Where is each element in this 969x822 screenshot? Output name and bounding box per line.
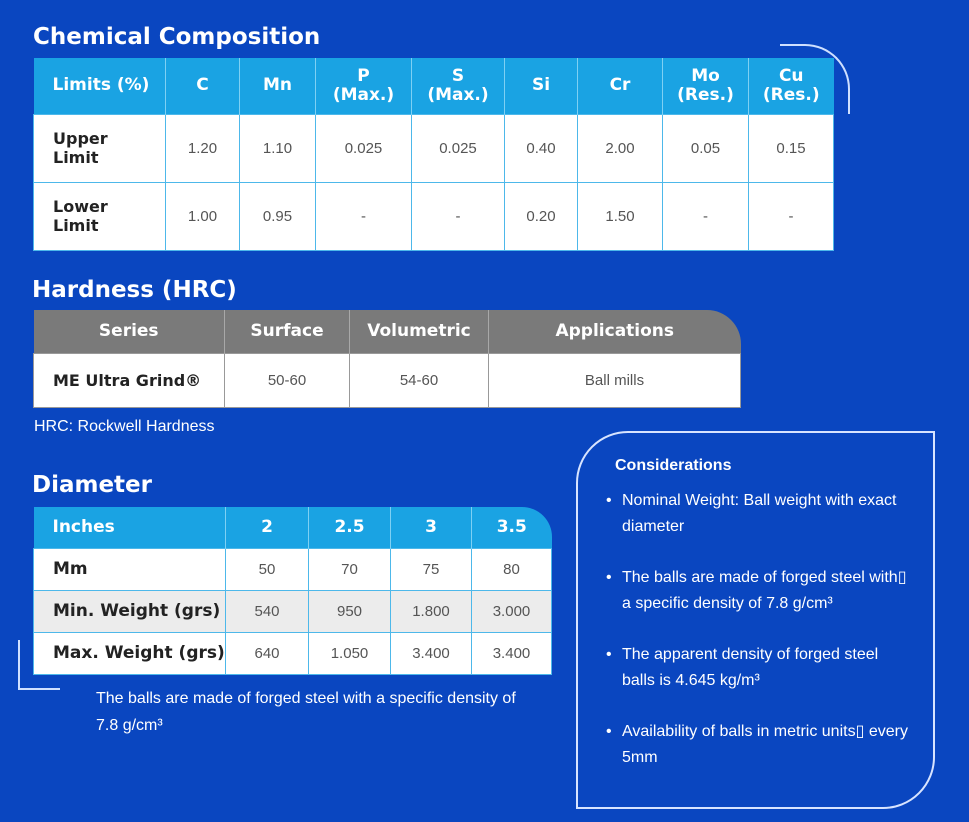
hardness-title: Hardness (HRC) bbox=[32, 277, 237, 303]
header-cell: Volumetric bbox=[350, 310, 489, 353]
table-header-row bbox=[34, 310, 741, 353]
row-label: Min. Weight (grs) bbox=[34, 590, 226, 632]
table-cell: 0.025 bbox=[412, 114, 505, 182]
table-cell: 1.10 bbox=[240, 114, 316, 182]
table-cell: 3.400 bbox=[472, 632, 552, 674]
table-cell: 950 bbox=[309, 590, 391, 632]
table-cell: 3.000 bbox=[472, 590, 552, 632]
considerations-list bbox=[606, 488, 911, 771]
table-cell: 0.40 bbox=[505, 114, 578, 182]
chemical-composition-title: Chemical Composition bbox=[33, 24, 321, 50]
table-cell: 0.025 bbox=[316, 114, 412, 182]
header-cell: Mn bbox=[240, 58, 316, 114]
header-cell: 2 bbox=[226, 507, 309, 548]
diameter-table bbox=[33, 507, 552, 675]
header-cell: Surface bbox=[225, 310, 350, 353]
table-cell: - bbox=[663, 182, 749, 250]
table-row bbox=[34, 548, 552, 590]
table-cell: Ball mills bbox=[489, 353, 741, 407]
table-cell: 2.00 bbox=[578, 114, 663, 182]
table-row bbox=[34, 632, 552, 674]
table-cell: 50 bbox=[226, 548, 309, 590]
considerations-box bbox=[576, 431, 935, 809]
table-row bbox=[34, 353, 741, 407]
table-header-row bbox=[34, 58, 834, 114]
table-cell: 1.050 bbox=[309, 632, 391, 674]
header-cell: Mo (Res.) bbox=[663, 58, 749, 114]
row-label: Upper Limit bbox=[34, 114, 166, 182]
list-item: • The apparent density of forged steel balls is 4.645 kg/m³ bbox=[606, 642, 911, 694]
table-cell: 70 bbox=[309, 548, 391, 590]
header-cell: Limits (%) bbox=[34, 58, 166, 114]
table-cell: - bbox=[749, 182, 834, 250]
table-row bbox=[34, 114, 834, 182]
table-cell: 540 bbox=[226, 590, 309, 632]
row-label: Mm bbox=[34, 548, 226, 590]
list-item: • Availability of balls in metric units▯ every 5mm bbox=[606, 719, 911, 771]
table-header-row bbox=[34, 507, 552, 548]
header-cell: 3 bbox=[391, 507, 472, 548]
hardness-table bbox=[33, 310, 741, 408]
table-cell: 1.00 bbox=[166, 182, 240, 250]
header-cell: Series bbox=[34, 310, 225, 353]
chemical-composition-table bbox=[33, 58, 834, 251]
header-cell: 2.5 bbox=[309, 507, 391, 548]
table-row bbox=[34, 182, 834, 250]
table-cell: 0.20 bbox=[505, 182, 578, 250]
header-cell: S (Max.) bbox=[412, 58, 505, 114]
table-cell: 54-60 bbox=[350, 353, 489, 407]
list-item: • The balls are made of forged steel with▯ a specific density of 7.8 g/cm³ bbox=[606, 565, 911, 617]
table-cell: 0.15 bbox=[749, 114, 834, 182]
decorative-corner-frame bbox=[780, 44, 850, 114]
decorative-corner-frame bbox=[18, 640, 60, 690]
table-cell: 1.20 bbox=[166, 114, 240, 182]
table-cell: 80 bbox=[472, 548, 552, 590]
table-row bbox=[34, 590, 552, 632]
table-cell: 0.95 bbox=[240, 182, 316, 250]
list-item: • Nominal Weight: Ball weight with exact diameter bbox=[606, 488, 911, 540]
header-cell: Cr bbox=[578, 58, 663, 114]
table-cell: - bbox=[316, 182, 412, 250]
header-cell: C bbox=[166, 58, 240, 114]
row-label: Max. Weight (grs) bbox=[34, 632, 226, 674]
header-cell: Si bbox=[505, 58, 578, 114]
table-cell: 3.400 bbox=[391, 632, 472, 674]
table-cell: 1.50 bbox=[578, 182, 663, 250]
header-cell: 3.5 bbox=[472, 507, 552, 548]
table-cell: 640 bbox=[226, 632, 309, 674]
table-cell: 1.800 bbox=[391, 590, 472, 632]
table-cell: 0.05 bbox=[663, 114, 749, 182]
table-cell: - bbox=[412, 182, 505, 250]
table-cell: 75 bbox=[391, 548, 472, 590]
diameter-title: Diameter bbox=[32, 472, 152, 498]
header-cell: Cu (Res.) bbox=[749, 58, 834, 114]
header-cell: Applications bbox=[489, 310, 741, 353]
table-cell: 50-60 bbox=[225, 353, 350, 407]
considerations-title: Considerations bbox=[615, 457, 732, 474]
header-cell: P (Max.) bbox=[316, 58, 412, 114]
header-cell: Inches bbox=[34, 507, 226, 548]
row-label: Lower Limit bbox=[34, 182, 166, 250]
diameter-note: The balls are made of forged steel with a specific density of 7.8 g/cm³ bbox=[96, 690, 516, 734]
row-label: ME Ultra Grind® bbox=[34, 353, 225, 407]
hardness-note: HRC: Rockwell Hardness bbox=[34, 418, 215, 435]
